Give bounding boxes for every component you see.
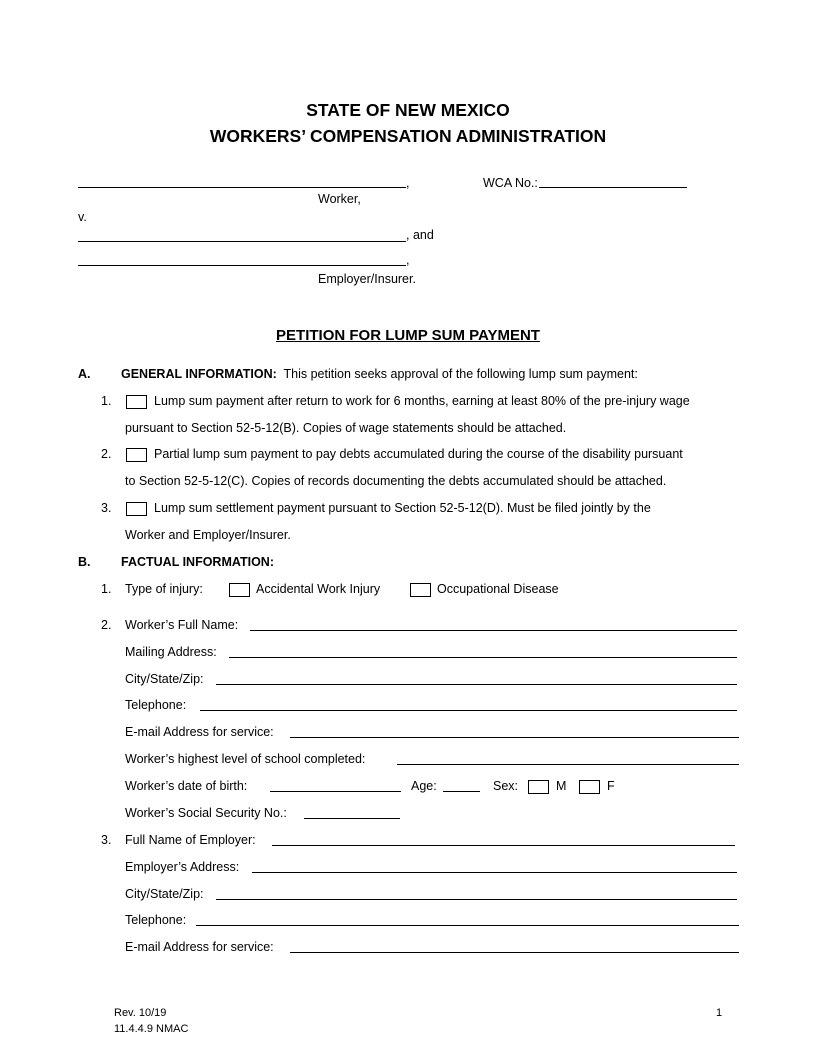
worker-telephone-label: Telephone: bbox=[125, 698, 187, 712]
sex-female-label: F bbox=[607, 779, 615, 793]
section-b-letter: B. bbox=[78, 555, 91, 569]
item-a1-number: 1. bbox=[101, 394, 112, 408]
accidental-work-injury-label: Accidental Work Injury bbox=[256, 582, 381, 596]
employer-email-label: E-mail Address for service: bbox=[125, 940, 274, 954]
worker-full-name-line[interactable] bbox=[250, 630, 737, 631]
sex-male-checkbox[interactable] bbox=[528, 780, 549, 794]
employer-email-line[interactable] bbox=[290, 952, 739, 953]
item-a2-number: 2. bbox=[101, 447, 112, 461]
employer-city-line[interactable] bbox=[216, 899, 737, 900]
revision-date: Rev. 10/19 bbox=[114, 1007, 167, 1019]
employer-full-name-label: Full Name of Employer: bbox=[125, 833, 256, 847]
worker-city-line[interactable] bbox=[216, 684, 737, 685]
worker-city-label: City/State/Zip: bbox=[125, 672, 204, 686]
item-a3-text-cont: Worker and Employer/Insurer. bbox=[125, 528, 291, 542]
item-b1-number: 1. bbox=[101, 582, 112, 596]
item-a3-text: Lump sum settlement payment pursuant to Section 52-5-12(D). Must be filed jointly by the bbox=[154, 501, 651, 515]
employer-name-line[interactable] bbox=[78, 241, 406, 242]
partial-lump-sum-checkbox[interactable] bbox=[126, 448, 147, 462]
school-level-line[interactable] bbox=[397, 764, 739, 765]
worker-label: Worker, bbox=[318, 192, 361, 206]
lump-sum-settlement-checkbox[interactable] bbox=[126, 502, 147, 516]
employer-city-label: City/State/Zip: bbox=[125, 887, 204, 901]
ssn-line[interactable] bbox=[304, 818, 400, 819]
school-level-label: Worker’s highest level of school completed: bbox=[125, 752, 366, 766]
accidental-work-injury-checkbox[interactable] bbox=[229, 583, 250, 597]
item-a2-text-cont: to Section 52-5-12(C). Copies of records documenting the debts accumulated should be attached. bbox=[125, 474, 667, 488]
section-a-intro: This petition seeks approval of the following lump sum payment: bbox=[283, 367, 638, 381]
caption-comma: , bbox=[406, 176, 410, 190]
section-a-intro-row bbox=[121, 367, 638, 382]
sex-male-label: M bbox=[556, 779, 567, 793]
item-b3-number: 3. bbox=[101, 833, 112, 847]
item-a1-text: Lump sum payment after return to work for 6 months, earning at least 80% of the pre-injury wage bbox=[154, 394, 690, 408]
date-of-birth-line[interactable] bbox=[270, 791, 401, 792]
item-b2-number: 2. bbox=[101, 618, 112, 632]
insurer-name-line[interactable] bbox=[78, 265, 406, 266]
state-title: STATE OF NEW MEXICO bbox=[306, 100, 510, 120]
agency-title: WORKERS’ COMPENSATION ADMINISTRATION bbox=[209, 126, 607, 146]
occupational-disease-checkbox[interactable] bbox=[410, 583, 431, 597]
occupational-disease-label: Occupational Disease bbox=[437, 582, 559, 596]
worker-name-line[interactable] bbox=[78, 187, 406, 188]
date-of-birth-label: Worker’s date of birth: bbox=[125, 779, 248, 793]
item-a3-number: 3. bbox=[101, 501, 112, 515]
age-line[interactable] bbox=[443, 791, 480, 792]
employer-insurer-label: Employer/Insurer. bbox=[318, 272, 416, 286]
employer-telephone-line[interactable] bbox=[196, 925, 739, 926]
item-a2-text: Partial lump sum payment to pay debts accumulated during the course of the disability pursuant bbox=[154, 447, 683, 461]
employer-telephone-label: Telephone: bbox=[125, 913, 187, 927]
mailing-address-label: Mailing Address: bbox=[125, 645, 217, 659]
wca-number-label: WCA No.: bbox=[483, 176, 538, 190]
worker-full-name-label: Worker’s Full Name: bbox=[125, 618, 239, 632]
employer-address-label: Employer’s Address: bbox=[125, 860, 240, 874]
versus-label: v. bbox=[78, 210, 87, 224]
section-a-letter: A. bbox=[78, 367, 91, 381]
caption-comma-2: , bbox=[406, 253, 410, 267]
ssn-label: Worker’s Social Security No.: bbox=[125, 806, 287, 820]
sex-label: Sex: bbox=[493, 779, 519, 793]
injury-type-label: Type of injury: bbox=[125, 582, 203, 596]
worker-email-line[interactable] bbox=[290, 737, 739, 738]
mailing-address-line[interactable] bbox=[229, 657, 737, 658]
item-a1-text-cont: pursuant to Section 52-5-12(B). Copies of wage statements should be attached. bbox=[125, 421, 567, 435]
petition-title: PETITION FOR LUMP SUM PAYMENT bbox=[276, 327, 540, 344]
nmac-rule: 11.4.4.9 NMAC bbox=[114, 1023, 189, 1035]
caption-and: , and bbox=[406, 228, 434, 242]
page-number: 1 bbox=[716, 1007, 723, 1019]
worker-email-label: E-mail Address for service: bbox=[125, 725, 274, 739]
employer-address-line[interactable] bbox=[252, 872, 737, 873]
section-a-heading: GENERAL INFORMATION: bbox=[121, 367, 277, 381]
age-label: Age: bbox=[411, 779, 437, 793]
lump-sum-return-to-work-checkbox[interactable] bbox=[126, 395, 147, 409]
sex-female-checkbox[interactable] bbox=[579, 780, 600, 794]
wca-number-line[interactable] bbox=[539, 187, 687, 188]
worker-telephone-line[interactable] bbox=[200, 710, 737, 711]
employer-full-name-line[interactable] bbox=[272, 845, 735, 846]
section-b-heading: FACTUAL INFORMATION: bbox=[121, 555, 274, 569]
